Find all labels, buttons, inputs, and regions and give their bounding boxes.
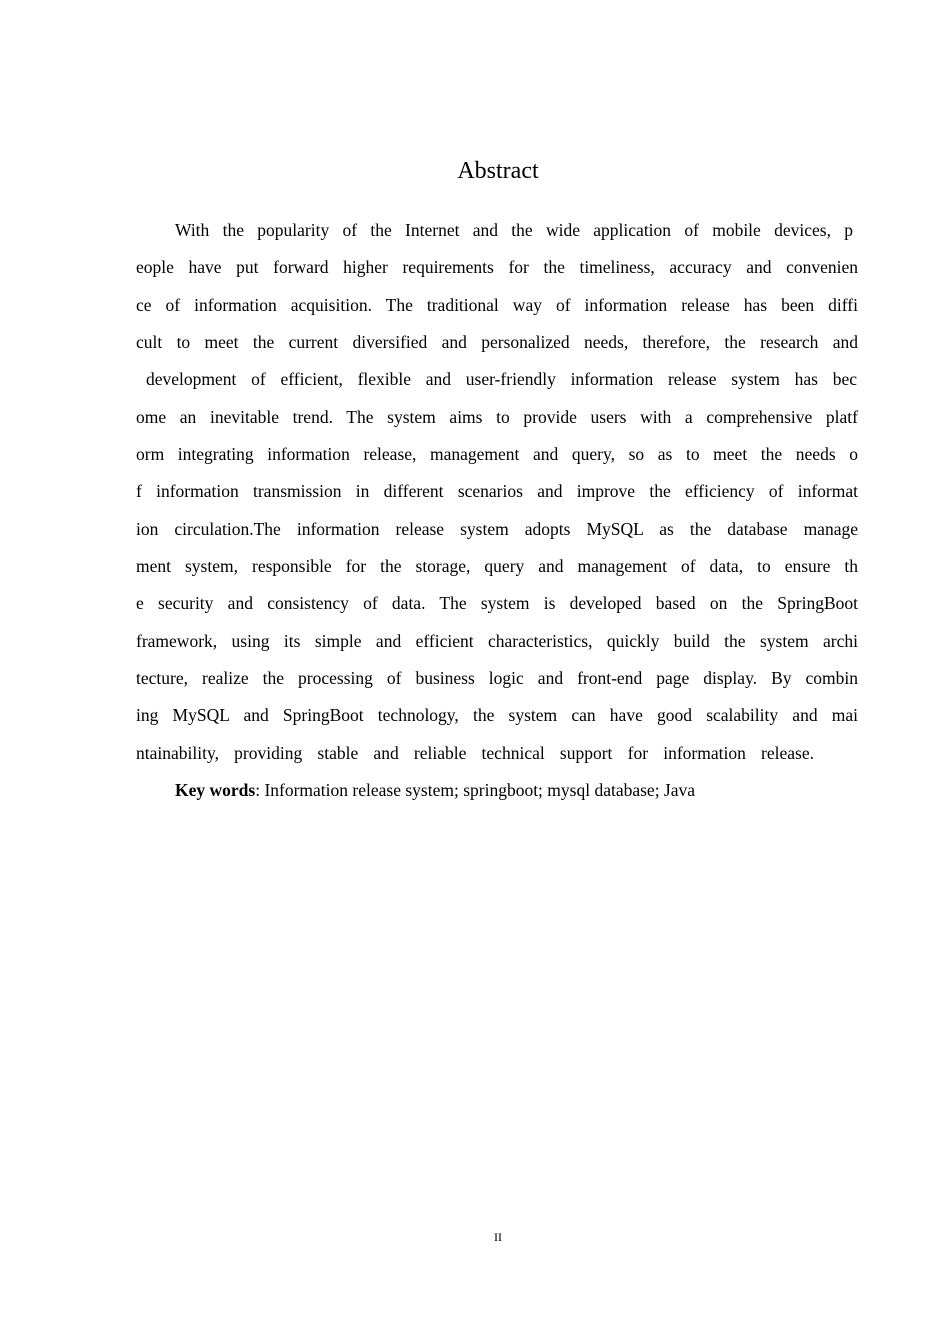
page-title: Abstract xyxy=(457,158,539,184)
abstract-line: e security and consistency of data. The system is developed based on the SpringBoot xyxy=(136,593,858,613)
abstract-line: eople have put forward higher requirements for the timeliness, accuracy and convenien xyxy=(136,257,858,277)
keywords-text: : Information release system; springboot; mysql database; Java xyxy=(255,780,696,800)
abstract-line: ome an inevitable trend. The system aims to provide users with a comprehensive platf xyxy=(136,407,858,427)
abstract-line: With the popularity of the Internet and the wide application of mobile devices, p xyxy=(175,220,853,240)
abstract-line: development of efficient, flexible and user-friendly information release system has bec xyxy=(146,369,857,389)
abstract-line: ion circulation.The information release system adopts MySQL as the database manage xyxy=(136,519,858,539)
abstract-line: cult to meet the current diversified and personalized needs, therefore, the research and xyxy=(136,332,858,352)
keywords xyxy=(175,779,695,801)
keywords-label: Key words xyxy=(175,780,256,800)
abstract-line: tecture, realize the processing of business logic and front-end page display. By combin xyxy=(136,668,858,688)
abstract-line: ing MySQL and SpringBoot technology, the system can have good scalability and mai xyxy=(136,705,858,725)
abstract-line: ntainability, providing stable and reliable technical support for information release. xyxy=(136,743,814,763)
abstract-line: ce of information acquisition. The traditional way of information release has been diffi xyxy=(136,295,858,315)
abstract-line: ment system, responsible for the storage, query and management of data, to ensure th xyxy=(136,556,858,576)
abstract-line: orm integrating information release, management and query, so as to meet the needs o xyxy=(136,444,858,464)
abstract-line: framework, using its simple and efficient characteristics, quickly build the system archi xyxy=(136,631,858,651)
abstract-line: f information transmission in different scenarios and improve the efficiency of informat xyxy=(136,481,858,501)
page-number: II xyxy=(494,1230,502,1244)
